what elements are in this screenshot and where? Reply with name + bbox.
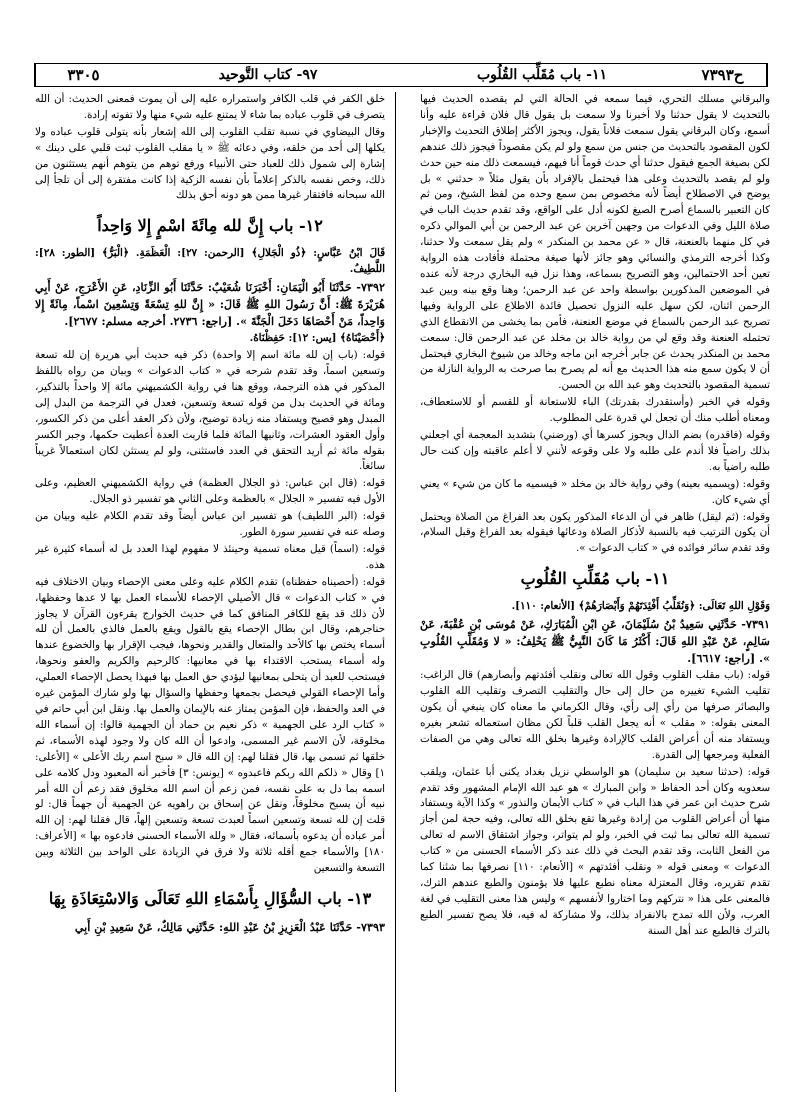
paragraph: وقوله: (ويسميه بعينه) وفي رواية خالد بن مخلد « فيسميه ما كان من شيء » يعني أي شيء كان. xyxy=(420,477,770,506)
page-number: ٣٣٠٥ xyxy=(35,64,131,86)
quran-citation: وَقَوْلِ اللهِ تَعَالَى: ﴿وَنُقَلِّبُ أَفْئِدَتَهُمْ وَأَبْصَارَهُمْ﴾ [الأنعام: ١١٠]. xyxy=(511,600,770,613)
chapter-title: ١١- باب مُقَلِّب القُلُوب xyxy=(476,67,608,83)
paragraph: والبرقاني مسلك التحري، فيما سمعه في الحالة التي لم يقصده الحديث فيها بالتحديث لا يقول حدثنا ولا أخبرنا ولا سمعت بل يقول قال فلان قراءة عليه وأنا أسمع، وكان البرقاني يقول سمعت فلاناً يقول، ويجوز الأكثر إطلاق التحديث والإخبار لكون المقصود بالتحديث من جنس من سمع ولو لم يكن مقصوداً فيجوز ذلك عندهم لكن بصيغة الجمع فيقول حدثنا أي حدث قوماً أنا فيهم، فيسمعت ذلك منه حين حدث ولو لم يقصد بالتحديث وعلى هذا فيحتمل بالإفراد بأن يقول مثلاً « حدثني » بل يوضح في الاصطلاح أيضاً لأنه مخصوص بمن سمع وحده من لفظ الشيخ، ومن ثم كان التعبير بالسماع أصرح الصيغ لكونه أدل على الواقع، وقد تقدم حديث الباب في صلاة الليل وفي الدعوات من وجهين آخرين عن عبد الرحمن بن أبي الموالي ذكره في كل منهما بالعنعنة، قال « عن محمد بن المنكدر » ولم يقل سمعت ولا حدثنا، وكذا أخرجه الترمذي والنسائي وهو جائز لأنها صيغة محتملة فأفادت هذه الرواية تعين أحد الاحتمالين، وهو التصريح بسماعه، وهذا نزل فيه البخاري درجة لأنه عنده في الموضعين المذكورين بواسطة واحد عن عبد الرحمن؛ وهنا وقع بينه وبين عبد الرحمن اثنان، لكن سهل عليه النزول تحصيل فائدة الاطلاع على الرواية وفيها تصريح عبد الرحمن بالسماع في موضع العنعنة، فأمن بما يخشى من الانقطاع الذي تحتمله العنعنة وقد وقع لي من رواية خالد بن مخلد عن عبد الرحمن قال: سمعت محمد بن المنكدر يحدث عن جابر أخرجه ابن ماجه وخالد من شيوخ البخاري فيحتمل أن لا يكون سمع منه هذا الحديث مع أنه لم يصرح بما صرحت به الرواية النازلة من تسمية المقصود بالتحديث وهو عبد الله بن الحسن. xyxy=(420,93,770,392)
paragraph: قوله: (اسماً) قيل معناه تسمية وحينئذ لا مفهوم لهذا العدد بل له أسماء كثيرة غير هذه. xyxy=(35,542,385,571)
paragraph: قوله: (أحصيناه حفظناه) تقدم الكلام عليه وعلى معنى الإحصاء وبيان الاختلاف فيه في « كتاب الدعوات » قال الأصيلي الإحصاء للأسماء العمل بها لا عدها وحفظها، لأن ذلك قد يقع للكافر المنافق كما في حديث الخوارج يقرءون القرآن لا يجاوز حناجرهم، وقال ابن بطال الإحصاء يقع بالقول ويقع بالعمل فالذي بالعمل أن لله أسماء يختص بها كالأحد والمتعال والقدير ونحوها، فيجب الإقرار بها والخضوع عندها وله أسماء يستحب الاقتداء بها في معانيها: كالرحيم والكريم والعفو ونحوها، فيستحب للعبد أن يتحلى بمعانيها ليؤدي حق العمل بها فبهذا يحصل الإحصاء العملي، وأما الإحصاء القولي فيحصل بجمعها وحفظها والسؤال بها ولو شارك المؤمن غيره في العد والحفظ، فإن المؤمن يمتاز عنه بالإيمان والعمل بها. ونقل ابن أبي حاتم في « كتاب الرد على الجهمية » ذكر نعيم بن حماد أن الجهمية قالوا: إن أسماء الله مخلوقة، لأن الاسم غير المسمى، وادعوا أن الله كان ولا وجود لهذه الأسماء، ثم خلقها ثم تسمى بها، قال فقلنا لهم: إن الله قال « سبح اسم ربك الأعلى » [الأعلى: ١] وقال « ذلكم الله ربكم فاعبدوه » [يونس: ٣] فأخبر أنه المعبود ودل كلامه على اسمه بما دل به على نفسه، فمن زعم أن اسم الله مخلوق فقد زعم أن الله أمر نبيه أن يسبح مخلوقاً، ونقل عن إسحاق بن راهويه عن الجهمية أن جهماً قال: لو قلت إن لله تسعة وتسعين اسماً لعبدت تسعة وتسعين إلهاً، قال فقلنا لهم: إن الله أمر عباده أن يدعوه بأسمائه، فقال « ولله الأسماء الحسنى فادعوه بها » [الأعراف: ١٨٠] والأسماء جمع أقله ثلاثة ولا فرق في الزيادة على الواحد بين الثلاثة وبين التسعة والتسعين xyxy=(35,575,385,875)
hadith-text: ٧٣٩١- حَدَّثَنِي سَعِيدُ بْنُ سُلَيْمَانَ، عَنِ ابْنِ الْمُبَارَكِ، عَنْ مُوسَى بْنِ عُقْبَةَ، عَنْ سَالِمٍ، عَنْ عَبْدِ اللهِ قَالَ: أَكْثَرُ مَا كَانَ النَّبِيُّ ﷺ يَحْلِفُ: « لا وَمُقَلِّبِ القُلُوبِ ». [راجع: ٦٦١٧]. xyxy=(420,617,770,666)
paragraph: قوله: (حدثنا سعيد بن سليمان) هو الواسطي نزيل بغداد يكنى أبا عثمان، ويلقب سعدويه وكان أحد الحفاظ « وابن المبارك » هو عبد الله الإمام المشهور وقد تقدم شرح حديث ابن عمر في هذا الباب في « كتاب الأيمان والنذور » وكذا الآية ويستفاد منها أن أعراض القلوب من إرادة وغيرها تقع بخلق الله تعالى، وفيه حجة لمن أجاز تسمية الله تعالى بما ثبت في الخبر، ولو لم يتواتر، وجواز اشتقاق الاسم له تعالى من الفعل الثابت، وقد تقدم البحث في ذلك عند ذكر الأسماء الحسنى من « كتاب الدعوات » ومعنى قوله « ونقلب أفئدتهم » [الأنعام: ١١٠] نصرفها بما شئنا كما تقدم تقريره، وقال المعتزلة معناه نطبع عليها فلا يؤمنون والطبع عندهم الترك، فالمعنى على هذا « نتركهم وما اختاروا لأنفسهم » وليس هذا معنى التقليب في لغة العرب، ولأن الله تمدح بالانفراد بذلك، ولا مشاركة له فيه، فلا يصح تفسير الطبع بالترك فالطبع عند أهل السنة xyxy=(420,765,770,937)
running-header xyxy=(34,63,768,87)
column-divider xyxy=(395,92,396,1092)
chapter-heading-11: ١١- باب مُقَلِّبِ القُلُوبِ xyxy=(520,569,670,589)
hadith-text: ٧٣٩٣- حَدَّثَنَا عَبْدُ الْعَزِيزِ بْنُ عَبْدِ اللهِ: حَدَّثَنِي مَالِكٌ، عَنْ سَعِيدِ بْنِ أَبِي xyxy=(74,919,385,934)
paragraph: وقال البيضاوي في نسبة تقلب القلوب إلى الله إشعار بأنه يتولى قلوب عباده ولا يكلها إلى أحد من خلقه، وفي دعائه ﷺ « يا مقلب القلوب ثبت قلبي على دينك » إشارة إلى شمول ذلك للعباد حتى الأنبياء ورفع توهم من يتوهم أنهم يستثنون من ذلك، وخص نفسه بالذكر إعلاماً بأن نفسه الزكية إذا كانت مفتقرة إلى أن تلجأ إلى الله سبحانه فافتقار غيرها ممن هو دونه أحق بذلك xyxy=(35,125,385,202)
paragraph: وقوله في الخبر (وأستقدرك بقدرتك) الباء للاستعانة أو للقسم أو للاستعطاف، ومعناه أطلب منك أن تجعل لي قدرة على المطلوب. xyxy=(420,396,770,425)
paragraph: قوله: (البر اللطيف) هو تفسير ابن عباس أيضاً وقد تقدم الكلام عليه وبيان من وصله عنه في تفسير سورة الطور. xyxy=(35,510,385,539)
hadith-reference: ح٧٣٩٣ xyxy=(679,64,767,86)
left-column xyxy=(35,92,385,1092)
right-column xyxy=(420,92,770,1092)
paragraph: قوله: (قال ابن عباس: ذو الجلال العظمة) في رواية الكشميهني العظيم، وعلى الأول فيه تفسير « الجلال » بالعظمة وعلى الثاني هو تفسير ذو الجلال. xyxy=(35,477,385,506)
chapter-heading-12: ١٢- باب إِنَّ لله مِائَةَ اسْمٍ إِلا وَاحِداً xyxy=(97,216,323,236)
quran-citation: قَالَ ابْنُ عَبَّاسٍ: ﴿ذُو الْجَلالِ﴾ [الرحمن: ٢٧]: الْعَظَمَةِ. ﴿الْبَرُّ﴾ [الطور: ٢٨]: اللَّطِيفُ. xyxy=(35,247,385,276)
paragraph: وقوله (فاقدره) بضم الدال ويجوز كسرها أي (ورضني) بتشديد المعجمة أي اجعلني بذلك راضياً فلا أندم على طلبه ولا على وقوعه لأنني لا أعلم عاقبته وإن كنت حال طلبه راضياً به. xyxy=(420,429,770,473)
quran-citation: ﴿أَحْصَيْنَاهُ﴾ [يس: ١٢]: حَفِظْنَاهُ. xyxy=(249,332,385,345)
paragraph: قوله: (باب مقلب القلوب وقول الله تعالى ونقلب أفئدتهم وأبصارهم) قال الراغب: تقليب الشيء تغييره من حال إلى حال والتقليب التصرف وتقليب الله القلوب والبصائر صرفها من رأي إلى رأي، وقال الكرماني ما معناه كان ينبغي أن يكون المعنى بقوله: « مقلب » أنه يجعل القلب قلباً لكن مظان استعماله تشعر بغيره ويستفاد منه أن أعراض القلب كالإرادة وغيرها بخلق الله تعالى وهي من الصفات الفعلية ومرجعها إلى القدرة. xyxy=(420,669,770,761)
book-title: ٩٧- كتاب التَّوحيد xyxy=(218,67,318,83)
paragraph: خلق الكفر في قلب الكافر واستمراره عليه إلى أن يموت فمعنى الحديث: أن الله يتصرف في قلوب عباده بما شاء لا يمتنع عليه شيء منها ولا تفوته إرادة. xyxy=(35,93,385,121)
hadith-text: ٧٣٩٢- حَدَّثَنَا أَبُو الْيَمَانِ: أَخْبَرَنَا شُعَيْبٌ: حَدَّثَنَا أَبُو الزِّنَادِ، عَنِ الأَعْرَجِ، عَنْ أَبِي هُرَيْرَةَ ﷺ: أَنَّ رَسُولَ اللهِ ﷺ قَالَ: « إِنَّ للهِ تِسْعَةً وَتِسْعِينَ اسْماً، مِائَةً إِلا وَاحِداً، مَنْ أَحْصَاهَا دَخَلَ الْجَنَّةَ ». [راجع: ٢٧٣٦. أخرجه مسلم: ٢٦٧٧]. xyxy=(35,280,385,329)
paragraph: قوله: (باب إن لله مائة اسم إلا واحدة) ذكر فيه حديث أبي هريرة إن لله تسعة وتسعين اسماً، وقد تقدم شرحه في « كتاب الدعوات » وبيان من رواه باللفظ المذكور في هذه الترجمة، ووقع هنا في رواية الكشميهني مائة إلا واحداً بالتذكير، ومائة في الحديث بدل من قوله تسعة وتسعين، فعدل في الترجمة من البدل إلى المبدل وهو فصيح ويستفاد منه زيادة توضيح، ولأن ذكر العقد أعلى من ذكر الكسور، وأول العقود العشرات، وثانيها المائة فلما قاربت العدة أعطيت حكمها، وجبر الكسر بقوله مائة ثم أريد التحقق في العدد فاستثنى، ولو لم يستثن لكان استعمالاً غريباً سائغاً. xyxy=(35,349,385,473)
chapter-heading-13: ١٣- باب السُّؤَالِ بِأَسْمَاءِ اللهِ تَعَالَى وَالاسْتِعَاذَةِ بِهَا xyxy=(48,888,372,908)
paragraph: وقوله: (ثم ليقل) ظاهر في أن الدعاء المذكور يكون بعد الفراغ من الصلاة ويحتمل أن يكون الترتيب فيه بالنسبة لأذكار الصلاة ودعائها فيقوله بعد الفراغ وقبل السلام، وقد تقدم سائر فوائده في « كتاب الدعوات ». xyxy=(420,510,770,555)
